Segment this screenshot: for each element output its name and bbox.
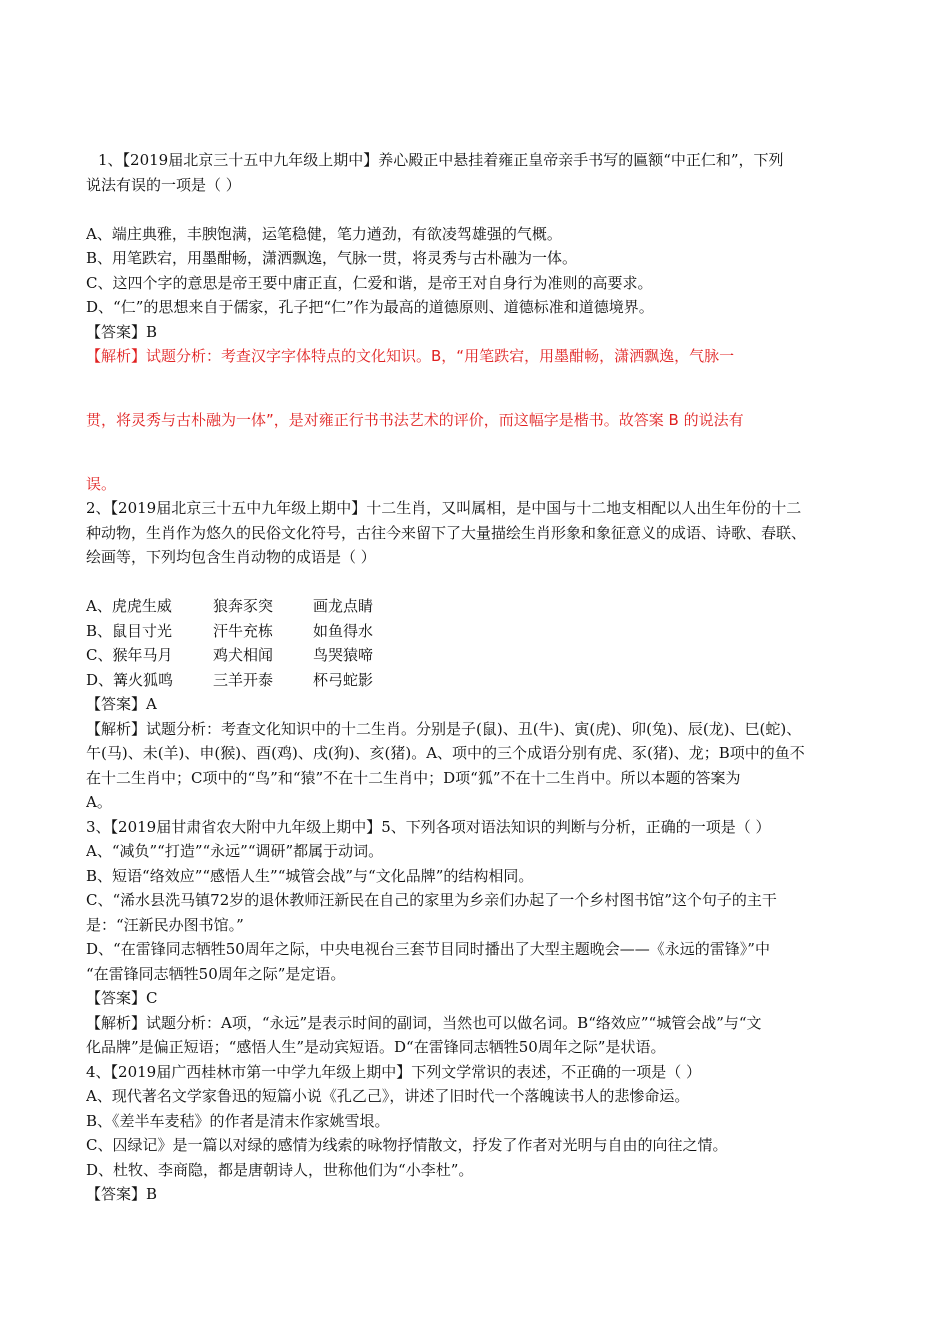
question-3-head: 3、【2019届甘肃省农大附中九年级上期中】5、下列各项对语法知识的判断与分析，正确的一项是（ ） [86, 817, 771, 836]
option-cell: 如鱼得水 [313, 621, 374, 640]
question-3-option-c-cont: 是：“汪新民办图书馆。” [86, 915, 244, 934]
option-cell: 鸡犬相闻 [213, 646, 274, 664]
question-1-option-b: B、用笔跌宕，用墨酣畅，潇洒飘逸，气脉一贯，将灵秀与古朴融为一体。 [86, 249, 578, 267]
question-3-analysis-line-1: 【解析】试题分析：A项，“永远”是表示时间的副词，当然也可以做名词。B“络效应”“城管会战”与“文 [86, 1013, 762, 1032]
option-cell: B、鼠目寸光 [86, 621, 173, 640]
question-4-option-c: C、囚绿记》是一篇以对绿的感情为线索的咏物抒情散文，抒发了作者对光明与自由的向往之情。 [86, 1136, 728, 1154]
question-2-analysis-line-3: 在十二生肖中；C项中的“鸟”和“猿”不在十二生肖中；D项“狐”不在十二生肖中。所以本题的答案为 [86, 768, 741, 787]
option-cell: 汗牛充栋 [213, 621, 274, 640]
question-3-option-c: C、“浠水县洗马镇72岁的退休教师汪新民在自己的家里为乡亲们办起了一个乡村图书馆”这个句子的主干 [86, 891, 777, 909]
question-2-analysis-line-4: A。 [86, 793, 112, 811]
question-1-option-c: C、这四个字的意思是帝王要中庸正直，仁爱和谐，是帝王对自身行为准则的高要求。 [86, 273, 653, 292]
option-cell: 画龙点睛 [313, 597, 374, 615]
question-2-option-row-a [86, 594, 866, 619]
option-cell: C、猴年马月 [86, 646, 173, 664]
question-1-head-cont: 说法有误的一项是（ ） [86, 175, 241, 194]
question-2-head-line-2: 种动物，生肖作为悠久的民俗文化符号，古往今来留下了大量描绘生肖形象和象征意义的成语、诗歌、春联、 [86, 523, 807, 542]
question-1-option-d: D、“仁”的思想来自于儒家，孔子把“仁”作为最高的道德原则、道德标准和道德境界。 [86, 298, 654, 316]
question-3-option-d: D、“在雷锋同志牺牲50周年之际，中央电视台三套节目同时播出了大型主题晚会——《永远的雷锋》”中 [86, 940, 770, 958]
question-2-head-line-3: 绘画等，下列均包含生肖动物的成语是（ ） [86, 548, 376, 566]
question-3-answer: 【答案】C [86, 989, 158, 1007]
question-1-option-a: A、端庄典雅，丰腴饱满，运笔稳健，笔力遒劲，有欲凌驾雄强的气概。 [86, 224, 562, 243]
question-3-option-b: B、短语“络效应”“感悟人生”“城管会战”与“文化品牌”的结构相同。 [86, 866, 534, 885]
question-4-option-b: B、《差半车麦秸》的作者是清末作家姚雪垠。 [86, 1111, 390, 1130]
question-4-option-d: D、杜牧、李商隐，都是唐朝诗人，世称他们为“小李杜”。 [86, 1160, 474, 1179]
question-2-option-row-b [86, 619, 866, 644]
option-cell: A、虎虎生威 [86, 597, 172, 615]
question-2-option-row-d [86, 668, 866, 693]
question-2-analysis-line-1: 【解析】试题分析：考查文化知识中的十二生肖。分别是子(鼠)、丑(牛)、寅(虎)、卯(兔)、辰(龙)、巳(蛇)、 [86, 719, 802, 738]
option-cell: 杯弓蛇影 [313, 670, 374, 689]
question-1-answer: 【答案】B [86, 322, 158, 341]
question-2-analysis-line-2: 午(马)、未(羊)、申(猴)、酉(鸡)、戌(狗)、亥(猪)。A、项中的三个成语分别有虎、豕(猪)、龙；B项中的鱼不 [86, 744, 805, 762]
option-cell: D、篝火狐鸣 [86, 670, 174, 689]
question-4-head: 4、【2019届广西桂林市第一中学九年级上期中】下列文学常识的表述，不正确的一项是（ ） [86, 1062, 701, 1081]
question-3-analysis-line-2: 化品牌”是偏正短语；“感悟人生”是动宾短语。D“在雷锋同志牺牲50周年之际”是状语。 [86, 1038, 666, 1056]
question-1-head: 1、【2019届北京三十五中九年级上期中】养心殿正中悬挂着雍正皇帝亲手书写的匾额“中正仁和”，下列 [98, 151, 784, 169]
question-1-analysis-line-2: 贯，将灵秀与古朴融为一体”，是对雍正行书书法艺术的评价，而这幅字是楷书。故答案 B 的说法有 [86, 411, 744, 429]
option-cell: 鸟哭猿啼 [313, 646, 374, 664]
question-2-answer: 【答案】A [86, 695, 157, 713]
question-1-analysis-line-1: 【解析】试题分析：考查汉字字体特点的文化知识。B，“用笔跌宕，用墨酣畅，潇洒飘逸，气脉一 [86, 347, 735, 365]
question-1-analysis-line-3: 误。 [86, 475, 117, 493]
document-page [86, 148, 866, 1207]
option-cell: 三羊开泰 [213, 670, 274, 689]
question-4-answer: 【答案】B [86, 1185, 158, 1203]
question-4-option-a: A、现代著名文学家鲁迅的短篇小说《孔乙己》，讲述了旧时代一个落魄读书人的悲惨命运。 [86, 1087, 690, 1105]
question-3-option-a: A、“减负”“打造”“永远”“调研”都属于动词。 [86, 842, 384, 860]
question-3-option-d-cont: “在雷锋同志牺牲50周年之际”是定语。 [86, 964, 346, 983]
option-cell: 狼奔豕突 [213, 597, 274, 615]
question-2-head: 2、【2019届北京三十五中九年级上期中】十二生肖，又叫属相，是中国与十二地支相配以人出生年份的十二 [86, 499, 802, 517]
question-2-option-row-c [86, 643, 866, 668]
